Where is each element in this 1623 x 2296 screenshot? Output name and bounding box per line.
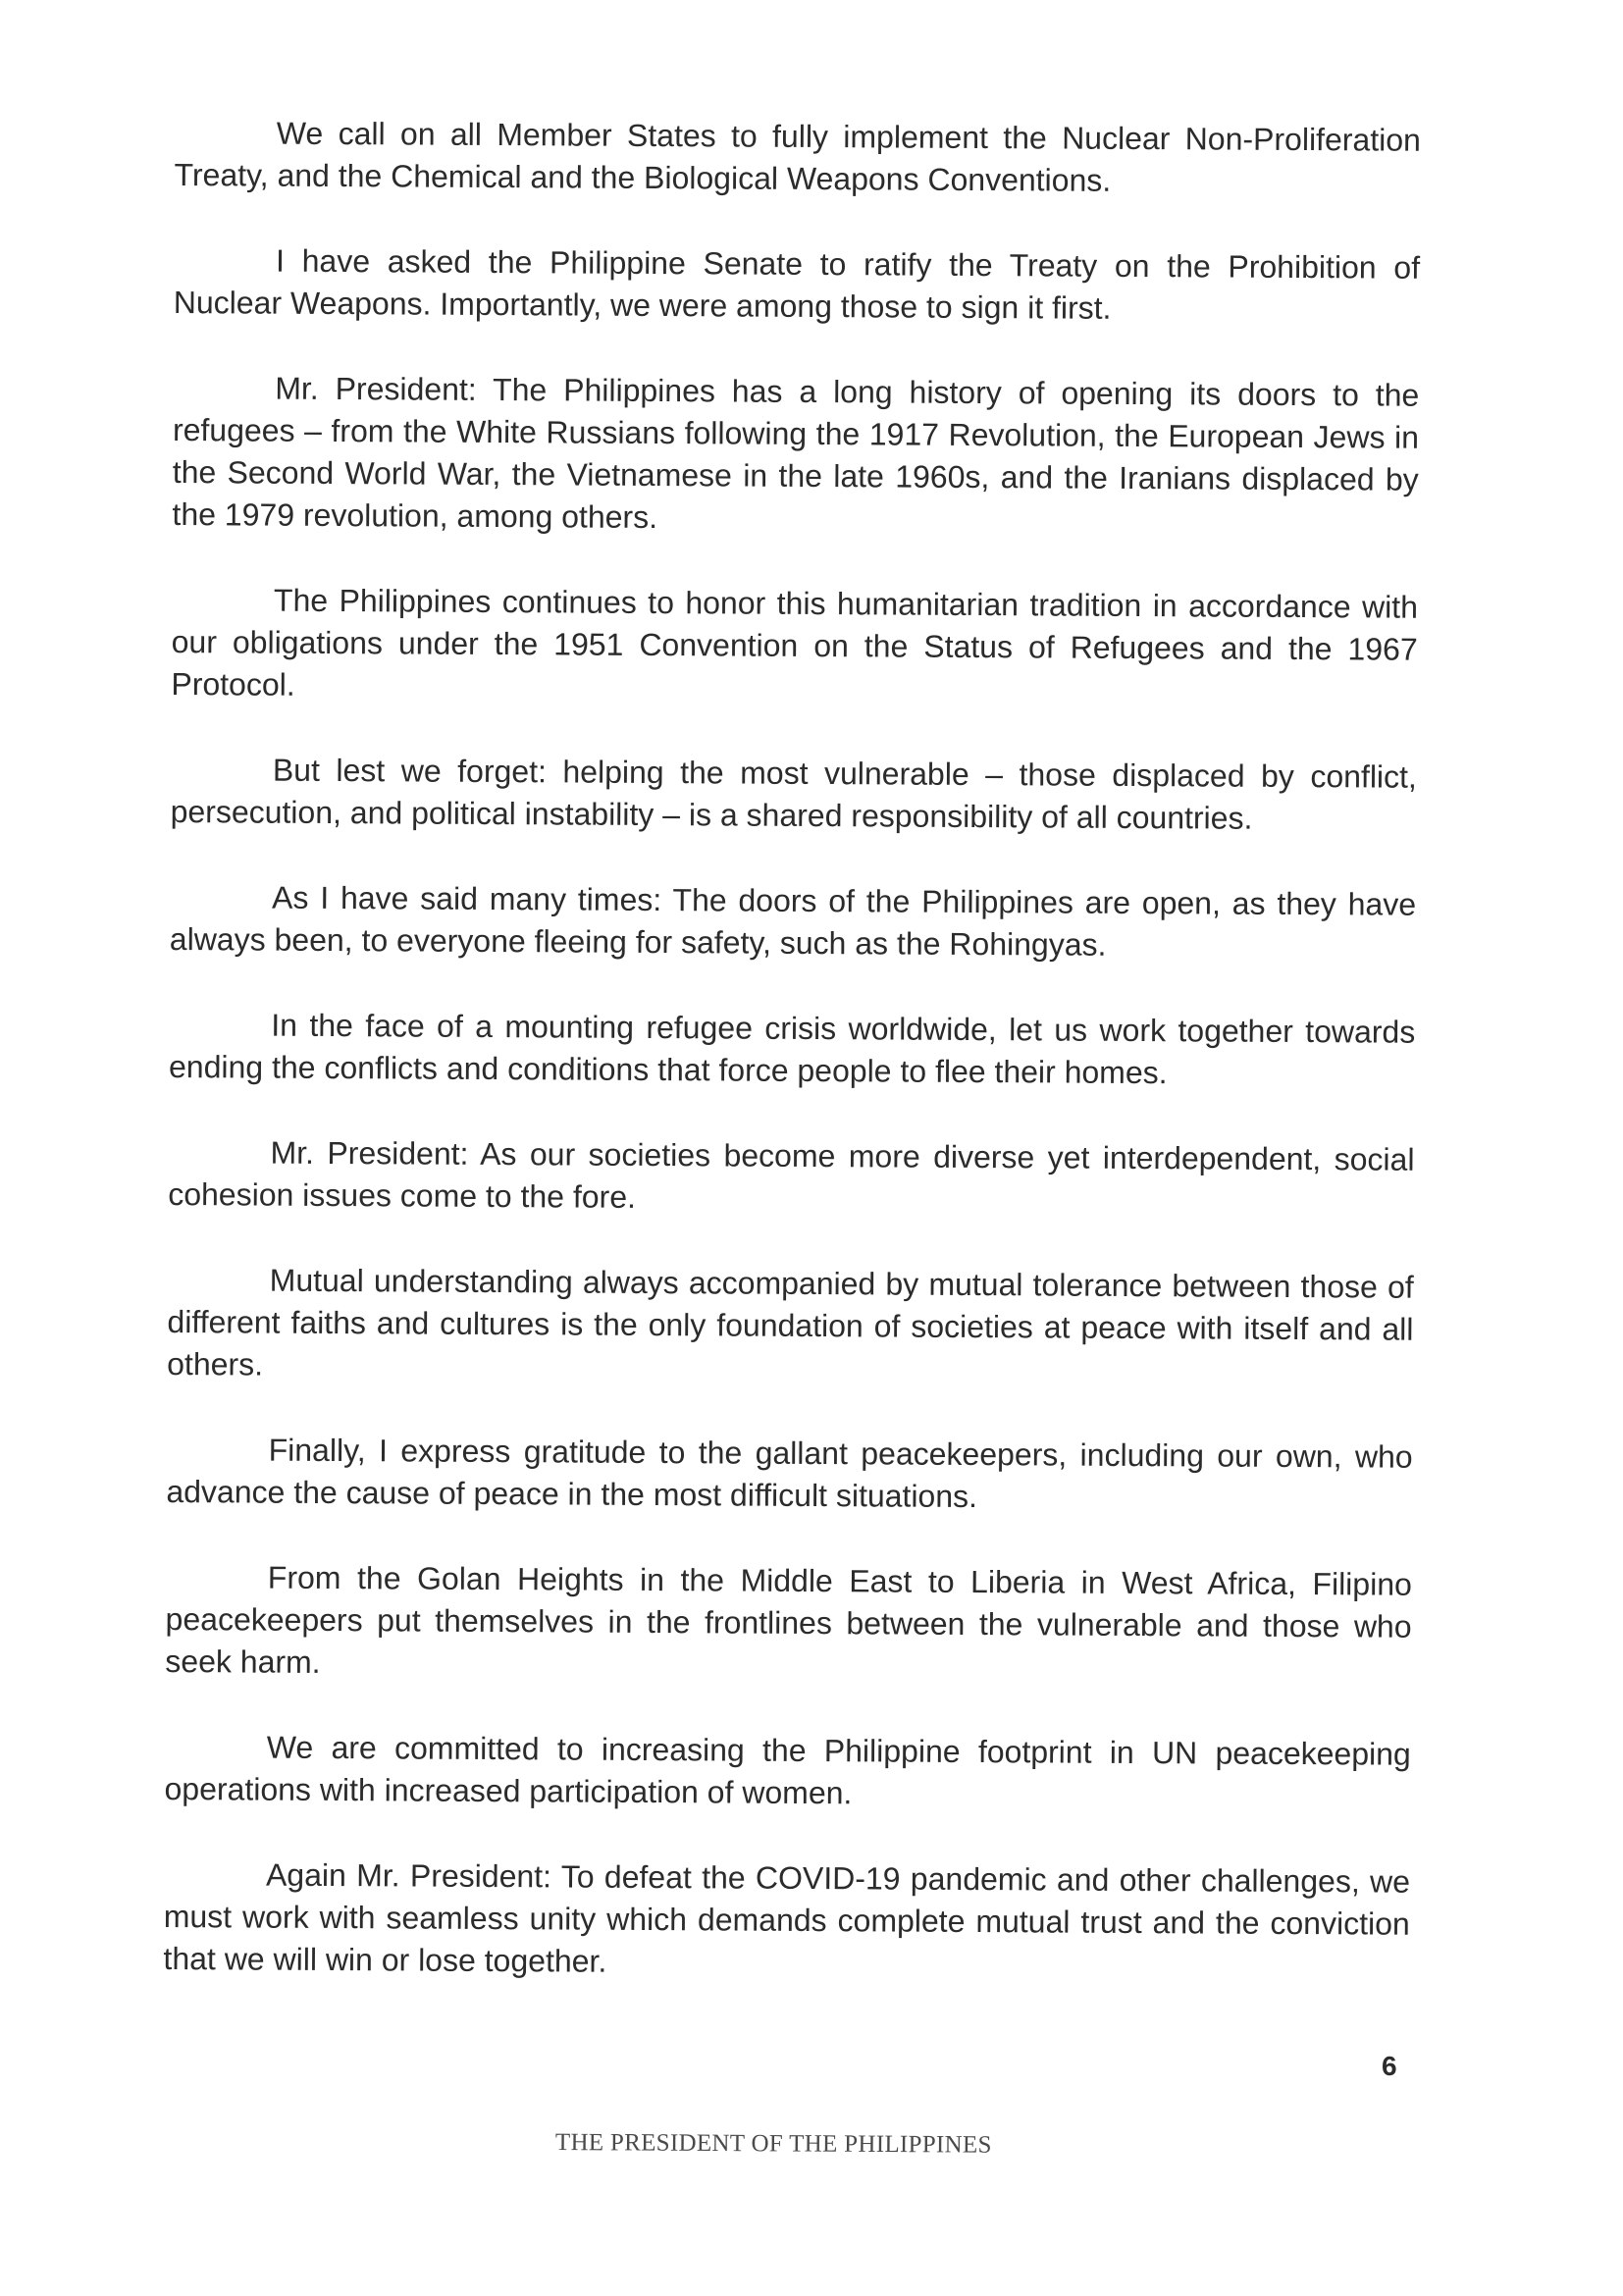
paragraph: Mutual understanding always accompanied by mutual tolerance between those of different faiths and cultures is the only foundation of societies at peace with itself and all others. [167, 1262, 1414, 1383]
paragraph: But lest we forget: helping the most vulnerable – those displaced by conflict, persecution, and political instability – is a shared responsibility of all countries. [170, 752, 1417, 836]
paragraph: In the face of a mounting refugee crisis worldwide, let us work together towards ending the conflicts and conditions that force people to flee their homes. [168, 1007, 1416, 1091]
paragraph: Again Mr. President: To defeat the COVID-19 pandemic and other challenges, we must work with seamless unity which demands complete mutual trust and the conviction that we will win or lose together. [163, 1856, 1411, 1979]
paragraph: The Philippines continues to honor this humanitarian tradition in accordance with our obligations under the 1951 Convention on the Status of Refugees and the 1967 Protocol. [171, 582, 1419, 703]
paragraph: Mr. President: As our societies become more diverse yet interdependent, social cohesion issues come to the fore. [168, 1134, 1415, 1215]
paragraph: We are committed to increasing the Philippine footprint in UN peacekeeping operations with increased participation of women. [164, 1729, 1411, 1811]
paragraph: We call on all Member States to fully implement the Nuclear Non-Proliferation Treaty, and the Chemical and the Biological Weapons Conventions. [174, 115, 1421, 198]
paragraph: Mr. President: The Philippines has a long history of opening its doors to the refugees – from the White Russians following the 1917 Revolution, the European Jews in the Second World War, the Vietnamese in the late 1960s, and the Iranians displaced by the 1979 revolution, among others. [172, 370, 1420, 536]
paragraph: I have asked the Philippine Senate to ratify the Treaty on the Prohibition of Nuclear Weapons. Importantly, we were among those to sign it first. [173, 242, 1421, 326]
page-footer: THE PRESIDENT OF THE PHILIPPINES [554, 2129, 992, 2159]
paragraph: From the Golan Heights in the Middle East to Liberia in West Africa, Filipino peacekeepers put themselves in the frontlines between the vulnerable and those who seek harm. [165, 1559, 1412, 1680]
document-body [163, 112, 1421, 2031]
page-number: 6 [1382, 2051, 1397, 2081]
paragraph: Finally, I express gratitude to the gallant peacekeepers, including our own, who advance the cause of peace in the most difficult situations. [166, 1432, 1413, 1515]
paragraph: As I have said many times: The doors of the Philippines are open, as they have always been, to everyone fleeing for safety, such as the Rohingyas. [169, 879, 1417, 963]
